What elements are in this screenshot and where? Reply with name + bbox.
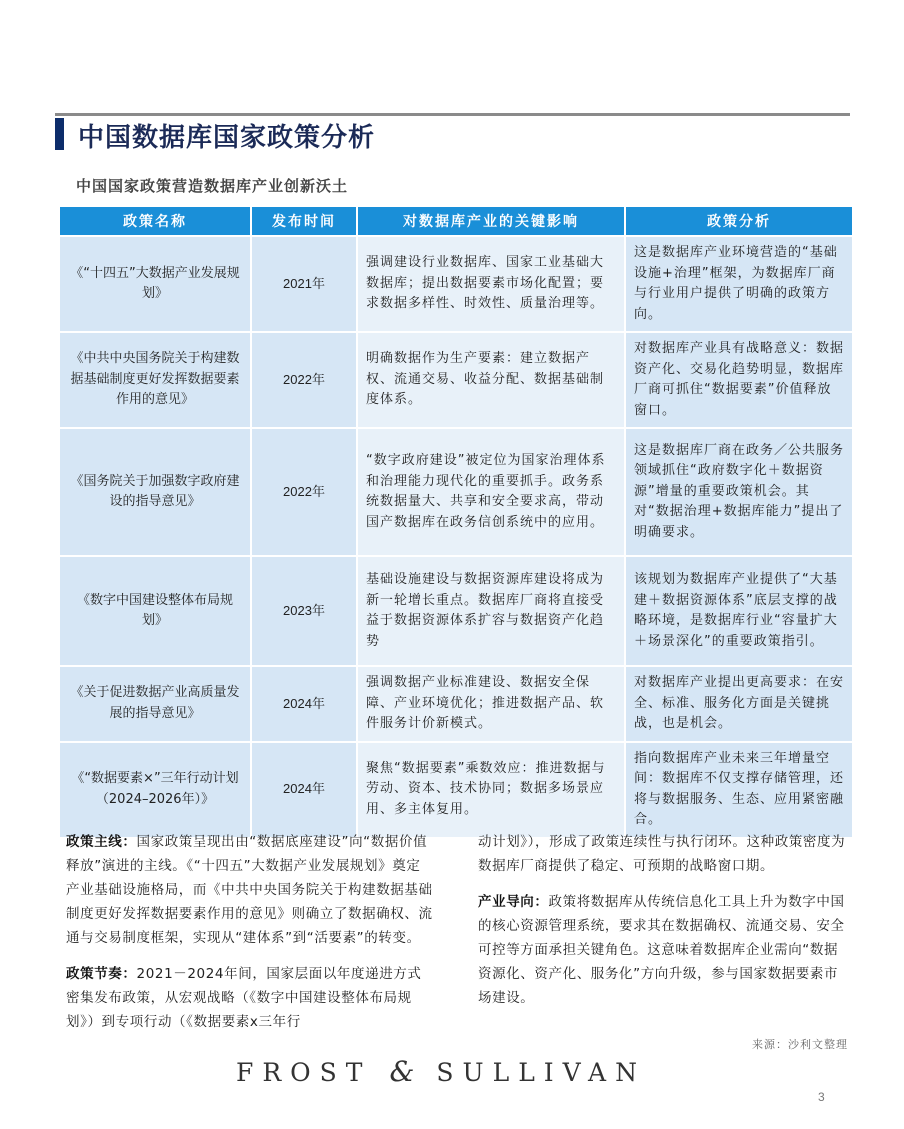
policy-name: 《数字中国建设整体布局规划》 <box>60 557 250 665</box>
header-key-impact: 对数据库产业的关键影响 <box>358 207 624 235</box>
title-accent-bar <box>55 118 64 150</box>
table-header-row <box>60 207 852 235</box>
policy-impact: 基础设施建设与数据资源库建设将成为新一轮增长重点。数据库厂商将直接受益于数据资源体系扩容与数据资产化趋势 <box>358 557 624 665</box>
policy-impact: 聚焦“数据要素”乘数效应：推进数据与劳动、资本、技术协同；数据多场景应用、多主体复用。 <box>358 743 624 837</box>
note-policy-rhythm-continued: 动计划》），形成了政策连续性与执行闭环。这种政策密度为数据库厂商提供了稳定、可预期的战略窗口期。 <box>478 834 846 874</box>
header-policy-analysis: 政策分析 <box>626 207 852 235</box>
table-row <box>60 667 852 741</box>
table-row <box>60 557 852 665</box>
policy-impact: 强调数据产业标准建设、数据安全保障、产业环境优化；推进数据产品、软件服务计价新模式。 <box>358 667 624 741</box>
note-policy-rhythm <box>66 962 434 1034</box>
page-number: 3 <box>818 1090 825 1104</box>
note-label: 产业导向： <box>478 894 549 910</box>
logo-sullivan: SULLIVAN <box>436 1058 646 1087</box>
policy-table <box>58 205 854 839</box>
source-note: 来源：沙利文整理 <box>752 1038 848 1051</box>
policy-analysis: 这是数据库厂商在政务／公共服务领域抓住“政府数字化＋数据资源”增量的重要政策机会。其对“数据治理+数据库能力”提出了明确要求。 <box>626 429 852 555</box>
note-policy-mainline <box>66 830 434 950</box>
table-row <box>60 237 852 331</box>
policy-analysis: 该规划为数据库产业提供了“大基建＋数据资源体系”底层支撑的战略环境，是数据库行业“容量扩大＋场景深化”的重要政策指引。 <box>626 557 852 665</box>
note-text: 2021－2024年间，国家层面以年度递进方式密集发布政策，从宏观战略（《数字中国建设整体布局规划》）到专项行动（《数据要素x三年行 <box>66 966 422 1030</box>
policy-year: 2024年 <box>252 743 356 837</box>
note-text: 政策将数据库从传统信息化工具上升为数字中国的核心资源管理系统，要求其在数据确权、流通交易、安全可控等方面承担关键角色。这意味着数据库企业需向“数据资源化、资产化、服务化”方向升级，参与国家数据要素市场建设。 <box>478 894 845 1006</box>
header-release-date: 发布时间 <box>252 207 356 235</box>
policy-analysis: 这是数据库产业环境营造的“基础设施+治理”框架，为数据库厂商与行业用户提供了明确的政策方向。 <box>626 237 852 331</box>
policy-year: 2023年 <box>252 557 356 665</box>
frost-sullivan-logo <box>236 1055 646 1088</box>
policy-analysis: 对数据库产业具有战略意义：数据资产化、交易化趋势明显，数据库厂商可抓住“数据要素”价值释放窗口。 <box>626 333 852 427</box>
logo-frost: FROST <box>236 1058 372 1087</box>
policy-analysis: 指向数据库产业未来三年增量空间：数据库不仅支撑存储管理，还将与数据服务、生态、应用紧密融合。 <box>626 743 852 837</box>
table-row <box>60 429 852 555</box>
policy-name: 《国务院关于加强数字政府建设的指导意见》 <box>60 429 250 555</box>
policy-name: 《“十四五”大数据产业发展规划》 <box>60 237 250 331</box>
policy-year: 2024年 <box>252 667 356 741</box>
note-text: 国家政策呈现出由“数据底座建设”向“数据价值释放”演进的主线。《“十四五”大数据产业发展规划》奠定产业基础设施格局，而《中共中央国务院关于构建数据基础制度更好发挥数据要素作用的意见》则确立了数据确权、流通与交易制度框架，实现从“建体系”到“活要素”的转变。 <box>66 834 433 946</box>
note-industry-direction <box>478 890 850 1010</box>
policy-year: 2021年 <box>252 237 356 331</box>
policy-name: 《关于促进数据产业高质量发展的指导意见》 <box>60 667 250 741</box>
note-label: 政策节奏： <box>66 966 137 982</box>
header-policy-name: 政策名称 <box>60 207 250 235</box>
policy-year: 2022年 <box>252 333 356 427</box>
table-row <box>60 743 852 837</box>
policy-name: 《“数据要素×”三年行动计划（2024–2026年）》 <box>60 743 250 837</box>
policy-impact: 明确数据作为生产要素：建立数据产权、流通交易、收益分配、数据基础制度体系。 <box>358 333 624 427</box>
notes-right-column <box>478 830 850 1022</box>
notes-left-column <box>66 830 434 1046</box>
policy-impact: 强调建设行业数据库、国家工业基础大数据库；提出数据要素市场化配置；要求数据多样性、时效性、质量治理等。 <box>358 237 624 331</box>
header-rule <box>55 113 850 116</box>
policy-year: 2022年 <box>252 429 356 555</box>
logo-ampersand: & <box>389 1055 415 1088</box>
note-label: 政策主线： <box>66 834 137 850</box>
policy-analysis: 对数据库产业提出更高要求：在安全、标准、服务化方面是关键挑战，也是机会。 <box>626 667 852 741</box>
policy-impact: “数字政府建设”被定位为国家治理体系和治理能力现代化的重要抓手。政务系统数据量大、共享和安全要求高，带动国产数据库在政务信创系统中的应用。 <box>358 429 624 555</box>
page-subtitle: 中国国家政策营造数据库产业创新沃土 <box>76 177 349 195</box>
page-title: 中国数据库国家政策分析 <box>78 123 376 153</box>
policy-name: 《中共中央国务院关于构建数据基础制度更好发挥数据要素作用的意见》 <box>60 333 250 427</box>
table-row <box>60 333 852 427</box>
